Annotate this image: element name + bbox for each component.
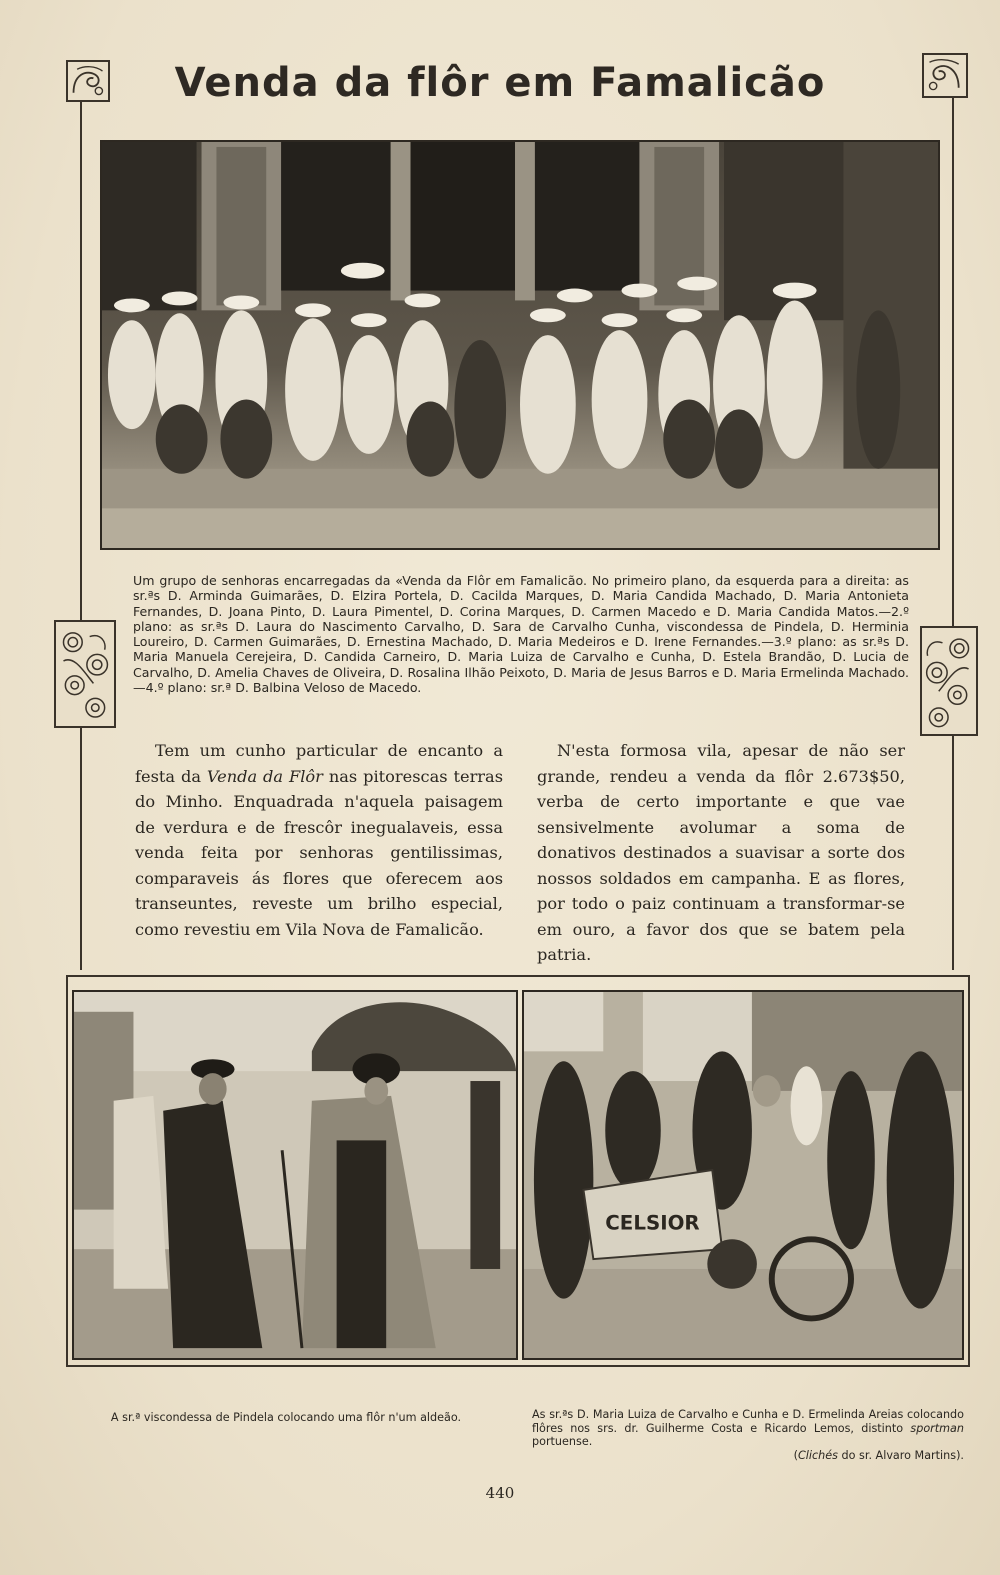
- frame-left-line: [80, 102, 82, 970]
- body-column-left: [135, 738, 503, 942]
- frame-right-line: [952, 98, 954, 970]
- caption-right-text-start: As sr.ªs D. Maria Luiza de Carvalho e Cunha e D. Ermelinda Areias colocando flôres nos srs. dr. Guilherme Costa e Ricardo Lemos, distinto: [532, 1408, 964, 1435]
- ornament-top-left-icon: [66, 60, 110, 102]
- sidecar-text: CELSIOR: [605, 1211, 700, 1235]
- ornament-left-roses-icon: [54, 620, 116, 728]
- viscondessa-photo: [72, 990, 518, 1360]
- credit-text: do sr. Alvaro Martins).: [837, 1448, 964, 1462]
- credit-emphasis: Clichés: [798, 1448, 838, 1462]
- sidecar-photo: [522, 990, 964, 1360]
- caption-bottom-left: A sr.ª viscondessa de Pindela colocando uma flôr n'um aldeão.: [110, 1411, 462, 1424]
- credit-open: (: [793, 1448, 798, 1462]
- caption-right-text-end: portuense.: [532, 1435, 593, 1448]
- body-left-text-start: Tem um cunho particular de encanto a festa da: [135, 741, 503, 786]
- frame-bottom-left-line: [66, 975, 68, 1365]
- body-right-text: N'esta formosa vila, apesar de não ser grande, rendeu a venda da flôr 2.673$50, verba de certo importante e que vae sensivelmente avolumar a soma de donativos destinados a suavisar a sorte dos nossos soldados em campanha. E as flores, por todo o paiz continuam a transformar-se em ouro, a favor dos que se batem pela patria.: [537, 741, 905, 964]
- frame-base-line: [66, 1365, 970, 1367]
- body-left-text-end: nas pitorescas terras do Minho. Enquadrada n'aquela paisagem de verdura e de frescôr inegualaveis, essa venda feita por senhoras gentilissimas, comparaveis ás flores que oferecem aos transeuntes, reveste um brilho especial, como revestiu em Vila Nova de Famalicão.: [135, 766, 504, 939]
- ornament-right-roses-icon: [920, 626, 978, 736]
- ornament-top-right-icon: [922, 53, 968, 98]
- article-title: Venda da flôr em Famalicão: [174, 60, 826, 106]
- caption-bottom-right: [532, 1408, 964, 1462]
- group-photo-caption: Um grupo de senhoras encarregadas da «Venda da Flôr em Famalicão. No primeiro plano, da esquerda para a direita: as sr.ªs D. Arminda Guimarães, D. Elzira Portela, D. Cacilda Marques, D. Maria Candida Machado, D. Maria Antonieta Fernandes, D. Joana Pinto, D. Laura Pimentel, D. Corina Marques, D. Carmen Macedo e D. Maria Candida Matos.—2.º plano: as sr.ªs D. Laura do Nascimento Carvalho, D. Sara de Carvalho Cunha, viscondessa de Pindela, D. Herminia Loureiro, D. Carmen Guimarães, D. Ernestina Machado, D. Maria Medeiros e D. Irene Fernandes.—3.º plano: as sr.ªs D. Maria Manuela Cerejeira, D. Candida Carneiro, D. Maria Luiza de Carvalho e Cunha, D. Estela Brandão, D. Lucia de Carvalho, D. Amelia Chaves de Oliveira, D. Rosalina Ilhão Peixoto, D. Maria de Jesus Barros e D. Maria Ermelinda Machado.—4.º plano: sr.ª D. Balbina Veloso de Macedo.: [133, 573, 909, 696]
- body-column-right: [537, 738, 905, 968]
- frame-bottom-line: [66, 975, 970, 977]
- page-number: 440: [485, 1484, 515, 1502]
- frame-bottom-right-line: [968, 975, 970, 1365]
- body-left-emphasis: Venda da Flôr: [206, 766, 323, 786]
- group-photo: [100, 140, 940, 550]
- photo-credit: [532, 1449, 964, 1463]
- caption-right-emphasis: sportman: [910, 1421, 964, 1435]
